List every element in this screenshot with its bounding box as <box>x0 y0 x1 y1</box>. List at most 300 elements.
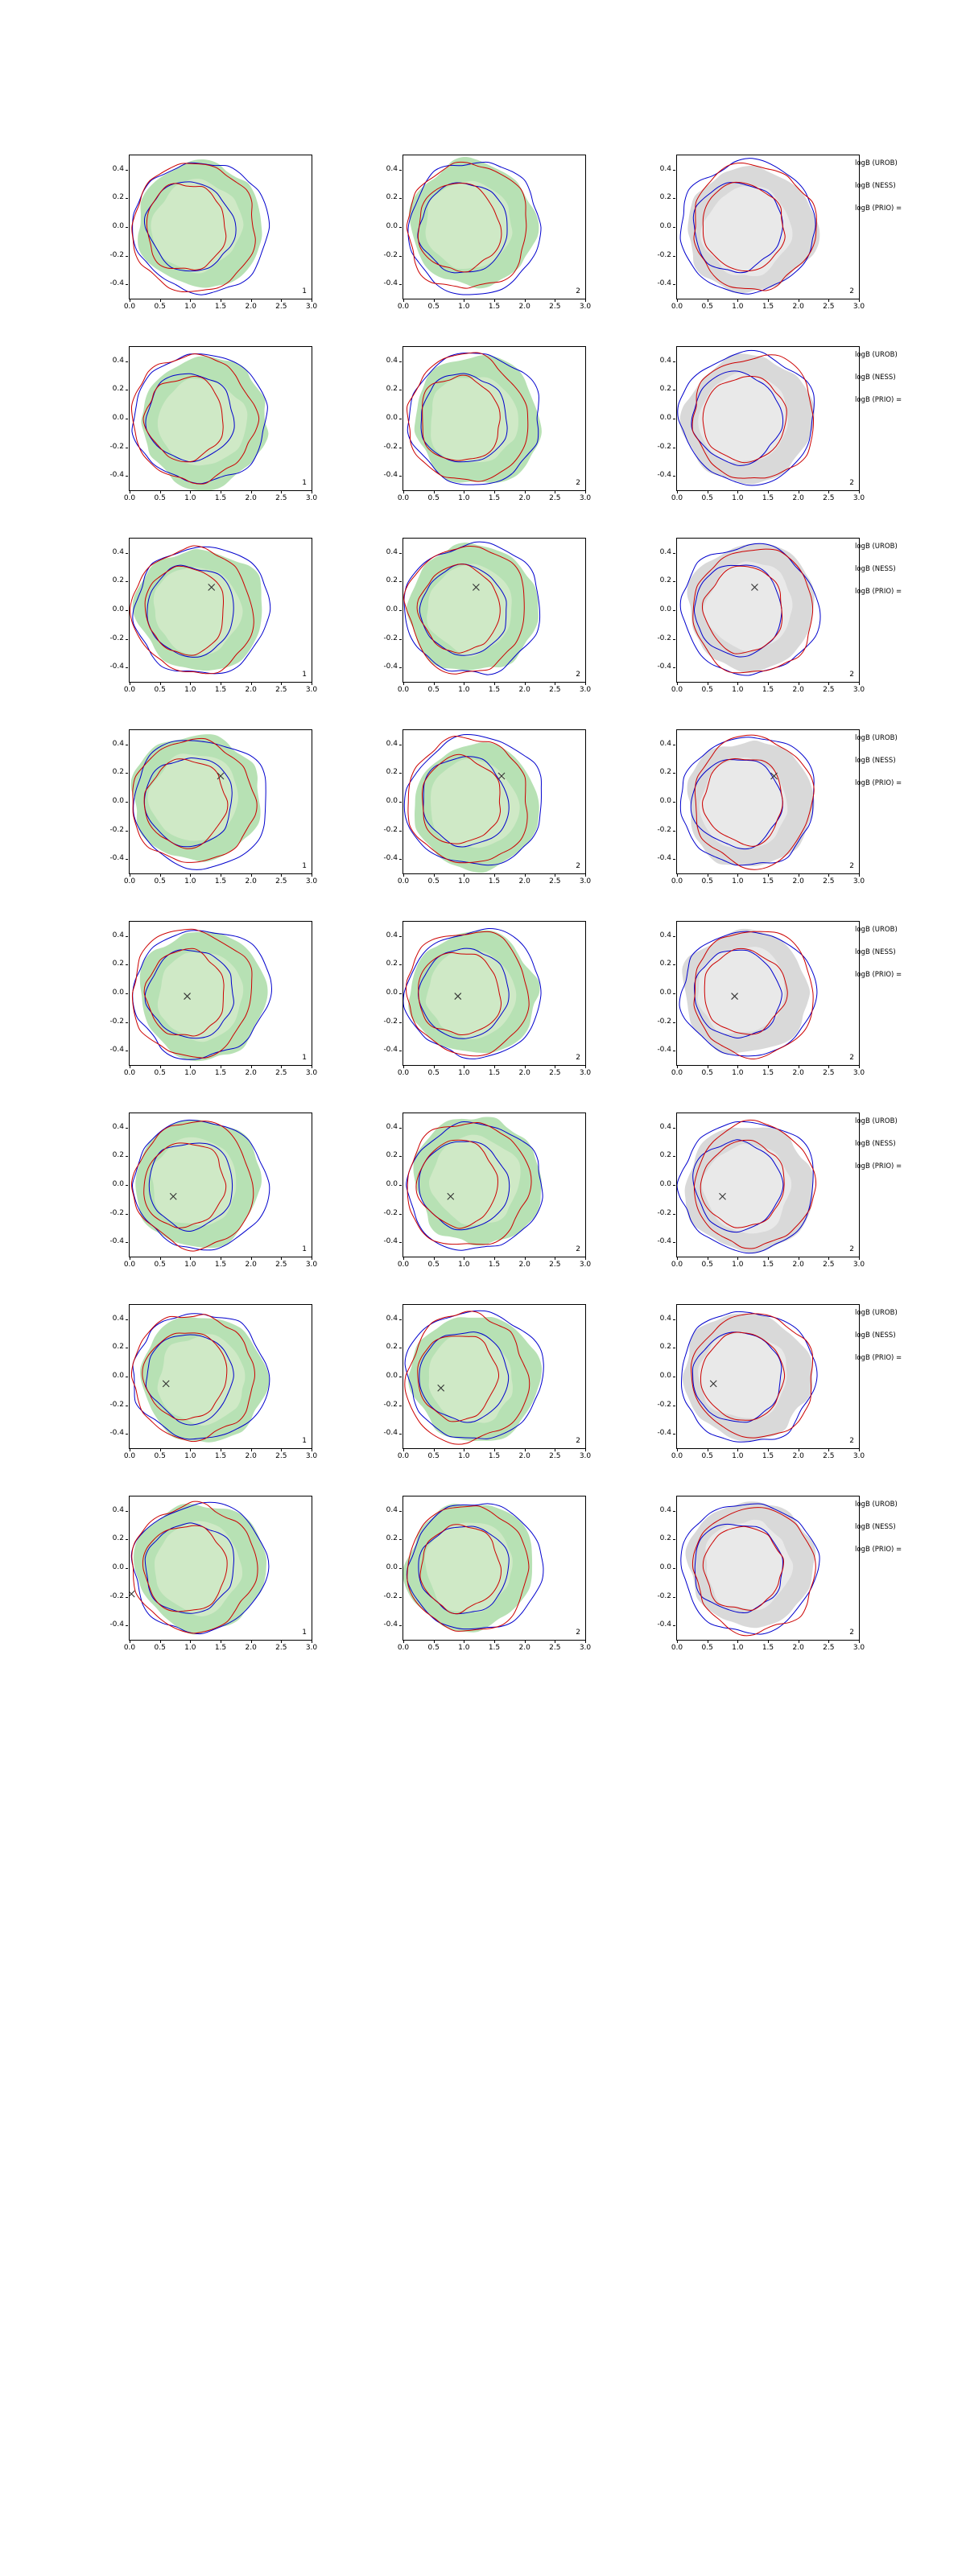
y-tick-label: -0.4 <box>657 854 671 863</box>
plot-cell <box>90 1294 340 1486</box>
x-tick-label: 2.0 <box>245 303 257 311</box>
x-tick-label: 0.0 <box>671 1452 683 1460</box>
y-tick-label: -0.4 <box>657 1046 671 1055</box>
y-tick-label: -0.2 <box>657 1400 671 1409</box>
x-tickmark <box>828 683 829 685</box>
y-tickmark <box>399 993 402 994</box>
plot-cell <box>90 528 340 720</box>
legend <box>855 926 964 993</box>
y-tick-label: 0.0 <box>659 222 671 230</box>
panel-index-label: 2 <box>849 479 854 487</box>
y-tick-label: 0.0 <box>386 605 398 613</box>
x-tickmark <box>859 491 860 493</box>
y-tickmark <box>126 284 128 285</box>
legend <box>855 159 964 227</box>
y-tick-label: 0.2 <box>386 1151 398 1160</box>
plot-cell <box>364 1103 613 1294</box>
y-tickmark <box>126 1434 128 1435</box>
x-tick-label: 2.0 <box>245 686 257 694</box>
x-tickmark <box>585 874 586 877</box>
x-tick-label: 0.5 <box>701 1261 713 1269</box>
y-tick-label: 0.0 <box>659 1180 671 1188</box>
x-tick-label: 0.0 <box>397 1261 410 1269</box>
x-tick-label: 1.5 <box>488 686 501 694</box>
x-tick-label: 3.0 <box>579 686 592 694</box>
y-tick-label: -0.2 <box>383 1208 398 1217</box>
y-tickmark <box>399 667 402 668</box>
plot-row <box>0 1294 966 1486</box>
x-tick-label: 3.0 <box>579 1261 592 1269</box>
contour-panel <box>402 921 586 1066</box>
legend-entry: logB (UROB) <box>855 734 898 742</box>
x-tick-label: 1.5 <box>214 494 227 502</box>
x-tickmark <box>190 491 191 493</box>
plot-row <box>0 1486 966 1678</box>
y-tickmark <box>126 1539 128 1540</box>
y-tickmark <box>126 831 128 832</box>
plot-cell <box>364 1486 613 1678</box>
y-tick-label: 0.4 <box>659 931 671 939</box>
x-tickmark <box>737 1449 738 1451</box>
x-tickmark <box>434 874 435 877</box>
y-tickmark <box>126 1625 128 1626</box>
y-tickmark <box>399 1597 402 1598</box>
y-tick-label: -0.2 <box>383 634 398 642</box>
contour-plot-canvas <box>677 1113 859 1257</box>
contour-panel <box>129 155 312 299</box>
x-tick-label: 2.5 <box>549 686 561 694</box>
x-tick-label: 2.5 <box>275 686 287 694</box>
y-tickmark <box>126 170 128 171</box>
legend <box>855 1501 964 1568</box>
x-tick-label: 0.0 <box>123 686 136 694</box>
legend <box>855 543 964 610</box>
contour-panel <box>129 729 312 874</box>
x-tick-label: 0.0 <box>397 303 410 311</box>
x-tickmark <box>585 1066 586 1068</box>
plot-cell <box>90 1486 340 1678</box>
x-tick-label: 0.0 <box>671 1069 683 1077</box>
panel-index-label: 2 <box>576 1437 580 1445</box>
y-tickmark <box>399 284 402 285</box>
x-tick-label: 1.5 <box>214 1452 227 1460</box>
y-tick-label: 0.0 <box>386 222 398 230</box>
y-tickmark <box>673 1156 675 1157</box>
contour-panel <box>402 155 586 299</box>
y-tick-label: 0.4 <box>386 1122 398 1131</box>
x-tickmark <box>281 491 282 493</box>
y-tick-label: -0.2 <box>657 825 671 834</box>
x-tick-label: 0.5 <box>701 1069 713 1077</box>
contour-panel <box>129 346 312 491</box>
y-tick-label: -0.2 <box>383 442 398 451</box>
x-tickmark <box>828 299 829 302</box>
x-tick-label: 1.0 <box>184 1644 196 1652</box>
x-tick-label: 1.0 <box>732 686 744 694</box>
y-tick-label: 0.4 <box>659 1505 671 1514</box>
y-tick-label: 0.2 <box>112 1151 124 1160</box>
plot-row <box>0 720 966 911</box>
contour-panel <box>676 346 860 491</box>
x-tickmark <box>281 299 282 302</box>
x-tick-label: 1.0 <box>184 1069 196 1077</box>
y-tickmark <box>673 831 675 832</box>
x-tickmark <box>281 1449 282 1451</box>
y-tick-label: 0.4 <box>112 1505 124 1514</box>
contour-plot-canvas <box>403 922 585 1065</box>
y-tickmark <box>399 1214 402 1215</box>
y-tickmark <box>673 802 675 803</box>
x-tickmark <box>251 1641 252 1643</box>
legend <box>855 1309 964 1377</box>
x-tick-label: 3.0 <box>579 1644 592 1652</box>
x-tick-label: 0.0 <box>671 1644 683 1652</box>
panel-index-label: 2 <box>576 671 580 679</box>
y-tickmark <box>399 1511 402 1512</box>
x-tickmark <box>677 1066 678 1068</box>
y-tickmark <box>126 1128 128 1129</box>
contour-plot-canvas <box>677 1496 859 1640</box>
y-tickmark <box>673 1214 675 1215</box>
x-tick-label: 1.0 <box>184 877 196 886</box>
y-tick-label: 0.2 <box>112 1343 124 1352</box>
plot-cell <box>364 336 613 528</box>
x-tick-label: 1.0 <box>458 494 470 502</box>
x-tick-label: 1.5 <box>488 494 501 502</box>
y-tick-label: 0.4 <box>112 739 124 748</box>
y-tickmark <box>399 553 402 554</box>
legend-entry: logB (NESS) <box>855 1523 896 1531</box>
x-tick-label: 2.0 <box>518 1069 530 1077</box>
x-tickmark <box>768 299 769 302</box>
legend-entry: logB (PRIO) = <box>855 1162 902 1170</box>
y-tick-label: 0.2 <box>386 385 398 394</box>
x-tickmark <box>525 1066 526 1068</box>
legend-entry: logB (PRIO) = <box>855 1354 902 1362</box>
panel-index-label: 1 <box>302 1054 307 1062</box>
y-tickmark <box>126 610 128 611</box>
y-tick-label: -0.4 <box>109 471 124 480</box>
x-tick-label: 0.0 <box>123 303 136 311</box>
y-tickmark <box>126 1022 128 1023</box>
y-tick-label: 0.0 <box>112 605 124 613</box>
y-tick-label: 0.4 <box>386 547 398 556</box>
x-tickmark <box>434 491 435 493</box>
plot-row <box>0 1103 966 1294</box>
x-tick-label: 1.0 <box>458 1452 470 1460</box>
x-tickmark <box>160 491 161 493</box>
y-tickmark <box>673 581 675 582</box>
y-tickmark <box>673 773 675 774</box>
x-tickmark <box>190 299 191 302</box>
x-tickmark <box>281 1641 282 1643</box>
contour-panel <box>676 155 860 299</box>
x-tickmark <box>403 491 404 493</box>
legend <box>855 1117 964 1185</box>
y-tick-label: 0.2 <box>386 960 398 968</box>
y-tickmark <box>673 610 675 611</box>
x-tick-label: 3.0 <box>852 1452 865 1460</box>
x-tickmark <box>585 299 586 302</box>
x-tick-label: 2.5 <box>823 1644 835 1652</box>
y-tick-label: 0.0 <box>112 1180 124 1188</box>
plot-row <box>0 145 966 336</box>
y-tick-label: -0.4 <box>657 279 671 288</box>
y-tick-label: -0.4 <box>657 471 671 480</box>
y-tick-label: 0.4 <box>386 356 398 365</box>
y-tickmark <box>126 1156 128 1157</box>
y-tick-label: 0.4 <box>659 164 671 173</box>
x-tick-label: 2.0 <box>245 494 257 502</box>
legend-entry: logB (PRIO) = <box>855 396 902 404</box>
panel-index-label: 2 <box>849 1437 854 1445</box>
y-tickmark <box>126 256 128 257</box>
x-tick-label: 2.0 <box>245 1644 257 1652</box>
x-tick-label: 1.5 <box>762 686 774 694</box>
legend-entry: logB (PRIO) = <box>855 588 902 596</box>
y-tickmark <box>126 581 128 582</box>
x-tick-label: 0.0 <box>671 494 683 502</box>
x-tickmark <box>525 874 526 877</box>
x-tick-label: 0.0 <box>397 686 410 694</box>
y-tick-label: -0.4 <box>657 1620 671 1629</box>
x-tickmark <box>859 1449 860 1451</box>
y-tick-label: 0.0 <box>112 797 124 805</box>
y-tick-label: -0.2 <box>657 1017 671 1026</box>
x-tickmark <box>403 1449 404 1451</box>
x-tick-label: 2.5 <box>823 303 835 311</box>
x-tick-label: 0.5 <box>427 686 440 694</box>
y-tick-label: 0.2 <box>112 1534 124 1543</box>
x-tick-label: 0.0 <box>397 1452 410 1460</box>
y-tick-label: 0.0 <box>112 1372 124 1380</box>
x-tickmark <box>768 1066 769 1068</box>
x-tick-label: 3.0 <box>852 1069 865 1077</box>
x-tickmark <box>859 299 860 302</box>
plot-cell <box>90 911 340 1103</box>
y-tickmark <box>126 1242 128 1243</box>
x-tickmark <box>768 1641 769 1643</box>
y-tickmark <box>126 1214 128 1215</box>
legend-entry: logB (UROB) <box>855 543 898 551</box>
legend-entry: logB (NESS) <box>855 374 896 382</box>
y-tickmark <box>399 802 402 803</box>
x-tick-label: 3.0 <box>305 1261 318 1269</box>
legend-entry: logB (NESS) <box>855 1140 896 1148</box>
y-tickmark <box>673 361 675 362</box>
x-tick-label: 1.5 <box>214 303 227 311</box>
y-tick-label: -0.4 <box>383 1620 398 1629</box>
plot-cell <box>638 1486 887 1678</box>
x-tick-label: 1.0 <box>732 303 744 311</box>
y-tick-label: -0.4 <box>383 854 398 863</box>
contour-panel <box>402 1304 586 1449</box>
x-tickmark <box>828 1449 829 1451</box>
x-tick-label: 1.0 <box>732 1069 744 1077</box>
plot-row <box>0 336 966 528</box>
x-tickmark <box>768 491 769 493</box>
x-tick-label: 2.0 <box>792 686 804 694</box>
panel-index-label: 2 <box>576 479 580 487</box>
y-tick-label: 0.4 <box>386 1505 398 1514</box>
x-tick-label: 2.0 <box>518 1261 530 1269</box>
plot-cell <box>90 145 340 336</box>
contour-plot-canvas <box>677 347 859 490</box>
x-tick-label: 2.5 <box>275 1261 287 1269</box>
x-tick-label: 0.5 <box>701 303 713 311</box>
legend-entry: logB (NESS) <box>855 565 896 573</box>
x-tick-label: 3.0 <box>305 1452 318 1460</box>
x-tickmark <box>190 1641 191 1643</box>
y-tickmark <box>126 936 128 937</box>
y-tickmark <box>673 1128 675 1129</box>
x-tick-label: 0.5 <box>427 494 440 502</box>
plot-cell <box>90 720 340 911</box>
y-tick-label: 0.2 <box>659 193 671 202</box>
x-tick-label: 3.0 <box>305 877 318 886</box>
contour-plot-canvas <box>403 1496 585 1640</box>
y-tick-label: 0.2 <box>112 768 124 777</box>
y-tickmark <box>399 361 402 362</box>
contour-panel <box>402 1496 586 1641</box>
x-tickmark <box>251 1066 252 1068</box>
y-tick-label: -0.2 <box>109 442 124 451</box>
x-tick-label: 2.0 <box>792 877 804 886</box>
x-tick-label: 2.5 <box>549 494 561 502</box>
panel-index-label: 2 <box>576 1245 580 1253</box>
x-tick-label: 0.5 <box>427 1644 440 1652</box>
x-tick-label: 0.0 <box>671 1261 683 1269</box>
x-tickmark <box>160 1257 161 1260</box>
x-tick-label: 0.0 <box>123 877 136 886</box>
x-tick-label: 0.0 <box>671 877 683 886</box>
plot-cell <box>364 145 613 336</box>
y-tick-label: -0.4 <box>383 279 398 288</box>
y-tickmark <box>126 667 128 668</box>
legend-entry: logB (NESS) <box>855 948 896 956</box>
x-tick-label: 1.5 <box>762 1261 774 1269</box>
y-tickmark <box>673 936 675 937</box>
legend-entry: logB (NESS) <box>855 1331 896 1340</box>
x-tickmark <box>434 683 435 685</box>
y-tickmark <box>399 859 402 860</box>
y-tick-label: -0.4 <box>109 279 124 288</box>
x-tickmark <box>828 874 829 877</box>
x-tick-label: 0.5 <box>154 1452 166 1460</box>
x-tick-label: 0.0 <box>397 877 410 886</box>
x-tickmark <box>677 1641 678 1643</box>
plot-row <box>0 911 966 1103</box>
y-tickmark <box>399 831 402 832</box>
y-tick-label: 0.4 <box>659 547 671 556</box>
x-tickmark <box>434 1066 435 1068</box>
contour-panel <box>676 1113 860 1257</box>
y-tickmark <box>673 667 675 668</box>
panel-index-label: 1 <box>302 1245 307 1253</box>
panel-index-label: 2 <box>576 862 580 870</box>
legend-entry: logB (PRIO) = <box>855 1546 902 1554</box>
y-tickmark <box>673 1022 675 1023</box>
y-tickmark <box>126 1511 128 1512</box>
contour-panel <box>129 1113 312 1257</box>
x-tick-label: 0.5 <box>154 877 166 886</box>
x-tick-label: 1.0 <box>732 877 744 886</box>
y-tick-label: 0.4 <box>659 1314 671 1323</box>
x-tick-label: 0.5 <box>701 1644 713 1652</box>
y-tick-label: -0.2 <box>109 250 124 259</box>
x-tick-label: 2.0 <box>245 1069 257 1077</box>
x-tick-label: 3.0 <box>305 1644 318 1652</box>
x-tick-label: 1.5 <box>214 1644 227 1652</box>
y-tickmark <box>399 1625 402 1626</box>
y-tick-label: -0.4 <box>109 663 124 671</box>
x-tickmark <box>403 1257 404 1260</box>
y-tickmark <box>126 476 128 477</box>
y-tickmark <box>126 802 128 803</box>
y-tickmark <box>673 227 675 228</box>
x-tick-label: 3.0 <box>852 494 865 502</box>
contour-panel <box>129 538 312 683</box>
y-tickmark <box>399 1185 402 1186</box>
x-tick-label: 3.0 <box>305 494 318 502</box>
plot-cell <box>638 145 887 336</box>
x-tickmark <box>737 1257 738 1260</box>
y-tick-label: 0.2 <box>659 1151 671 1160</box>
panel-index-label: 1 <box>302 287 307 295</box>
x-tickmark <box>737 1066 738 1068</box>
contour-plot-canvas <box>130 1305 312 1448</box>
y-tickmark <box>126 1319 128 1320</box>
y-tick-label: -0.2 <box>657 442 671 451</box>
y-tickmark <box>673 639 675 640</box>
x-tick-label: 2.0 <box>518 686 530 694</box>
panel-index-label: 2 <box>849 287 854 295</box>
x-tickmark <box>403 299 404 302</box>
y-tick-label: 0.4 <box>659 739 671 748</box>
x-tickmark <box>525 1641 526 1643</box>
plot-cell <box>364 1294 613 1486</box>
x-tickmark <box>494 874 495 877</box>
y-tickmark <box>399 256 402 257</box>
plot-cell <box>638 336 887 528</box>
y-tickmark <box>126 1185 128 1186</box>
y-tick-label: -0.4 <box>383 663 398 671</box>
x-tickmark <box>768 1449 769 1451</box>
legend-entry: logB (UROB) <box>855 1309 898 1317</box>
x-tick-label: 3.0 <box>852 1261 865 1269</box>
x-tickmark <box>768 683 769 685</box>
y-tick-label: 0.0 <box>659 797 671 805</box>
y-tickmark <box>399 170 402 171</box>
y-tickmark <box>673 1597 675 1598</box>
contour-panel <box>402 1113 586 1257</box>
x-tick-label: 0.0 <box>671 686 683 694</box>
y-tick-label: 0.4 <box>112 547 124 556</box>
x-tick-label: 0.0 <box>397 494 410 502</box>
x-tick-label: 1.5 <box>762 1069 774 1077</box>
y-tick-label: 0.2 <box>659 960 671 968</box>
legend <box>855 734 964 802</box>
y-tickmark <box>673 170 675 171</box>
x-tickmark <box>251 299 252 302</box>
y-tickmark <box>126 859 128 860</box>
y-tick-label: -0.2 <box>109 825 124 834</box>
x-tick-label: 1.5 <box>214 877 227 886</box>
contour-plot-canvas <box>130 347 312 490</box>
x-tick-label: 1.0 <box>184 1261 196 1269</box>
y-tickmark <box>399 581 402 582</box>
legend <box>855 351 964 419</box>
